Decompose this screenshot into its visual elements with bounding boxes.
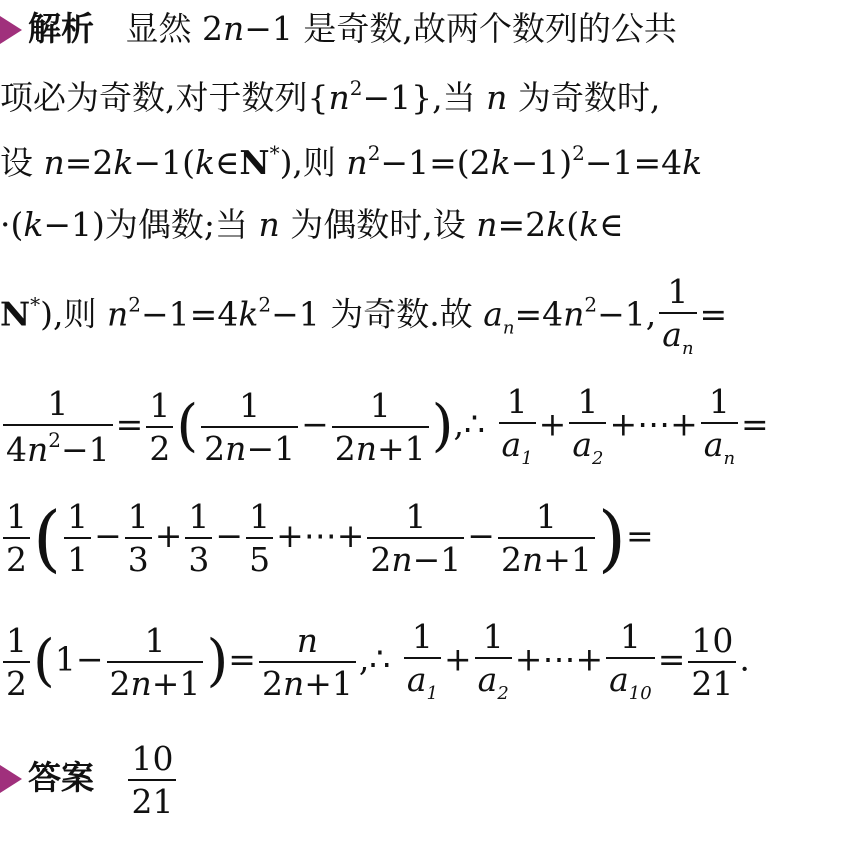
triangle-marker-icon bbox=[0, 765, 22, 793]
answer-numerator: 10 bbox=[128, 742, 176, 781]
analysis-line-6: $\frac{1}{4n^2-1}$ = $\frac{1}{2}$ ( $\frac{1}{2n-1}$ − $\frac{1}{2n+1}$ ),∴ $\frac{1}{a_1}$ + $\frac{1}{a_2}$ +⋯+ $\frac{1}{a_n}$ = bbox=[0, 385, 853, 468]
answer-denominator: 21 bbox=[131, 782, 174, 821]
analysis-line-7: $\frac{1}{2}$ ( $\frac{1}{1}$ − $\frac{1}{3}$ + $\frac{1}{3}$ − $\frac{1}{5}$ +⋯+ $\frac{1}{2n-1}$ − $\frac{1}{2n+1}$ )= bbox=[0, 500, 853, 576]
analysis-line-5: N*),则 $n^2-1=4k^2-1$ 为奇数.故 $a_n=4n^2-1$, $\frac{1}{a_n}$ = bbox=[0, 272, 728, 359]
analysis-line-4: ·(k−1)为偶数;当 n 为偶数时,设 n=2k(k∈ bbox=[0, 205, 624, 244]
answer-label: 答案 bbox=[28, 758, 94, 797]
analysis-label: 解析 bbox=[28, 9, 94, 48]
answer-fraction bbox=[128, 739, 176, 821]
answer-line bbox=[0, 739, 853, 821]
analysis-line-2: 项必为奇数,对于数列$\{n^2-1\}$,当 n 为奇数时, bbox=[0, 76, 661, 117]
triangle-marker-icon bbox=[0, 16, 22, 44]
analysis-line-3: 设 n=2k−1(k∈N*),则 $n^2-1=(2k-1)^2-1=4k$ bbox=[0, 141, 703, 182]
analysis-line-8: $\frac{1}{2}$ (1− $\frac{1}{2n+1}$ )= $\frac{n}{2n+1}$ ,∴ $\frac{1}{a_1}$ + $\frac{1}{a_2}$ +⋯+ $\frac{1}{a_{10}}$ = $\frac{10}{21}$ . bbox=[0, 620, 853, 703]
analysis-line-1: 解析 显然 2n−1 是奇数,故两个数列的公共 bbox=[0, 12, 853, 45]
